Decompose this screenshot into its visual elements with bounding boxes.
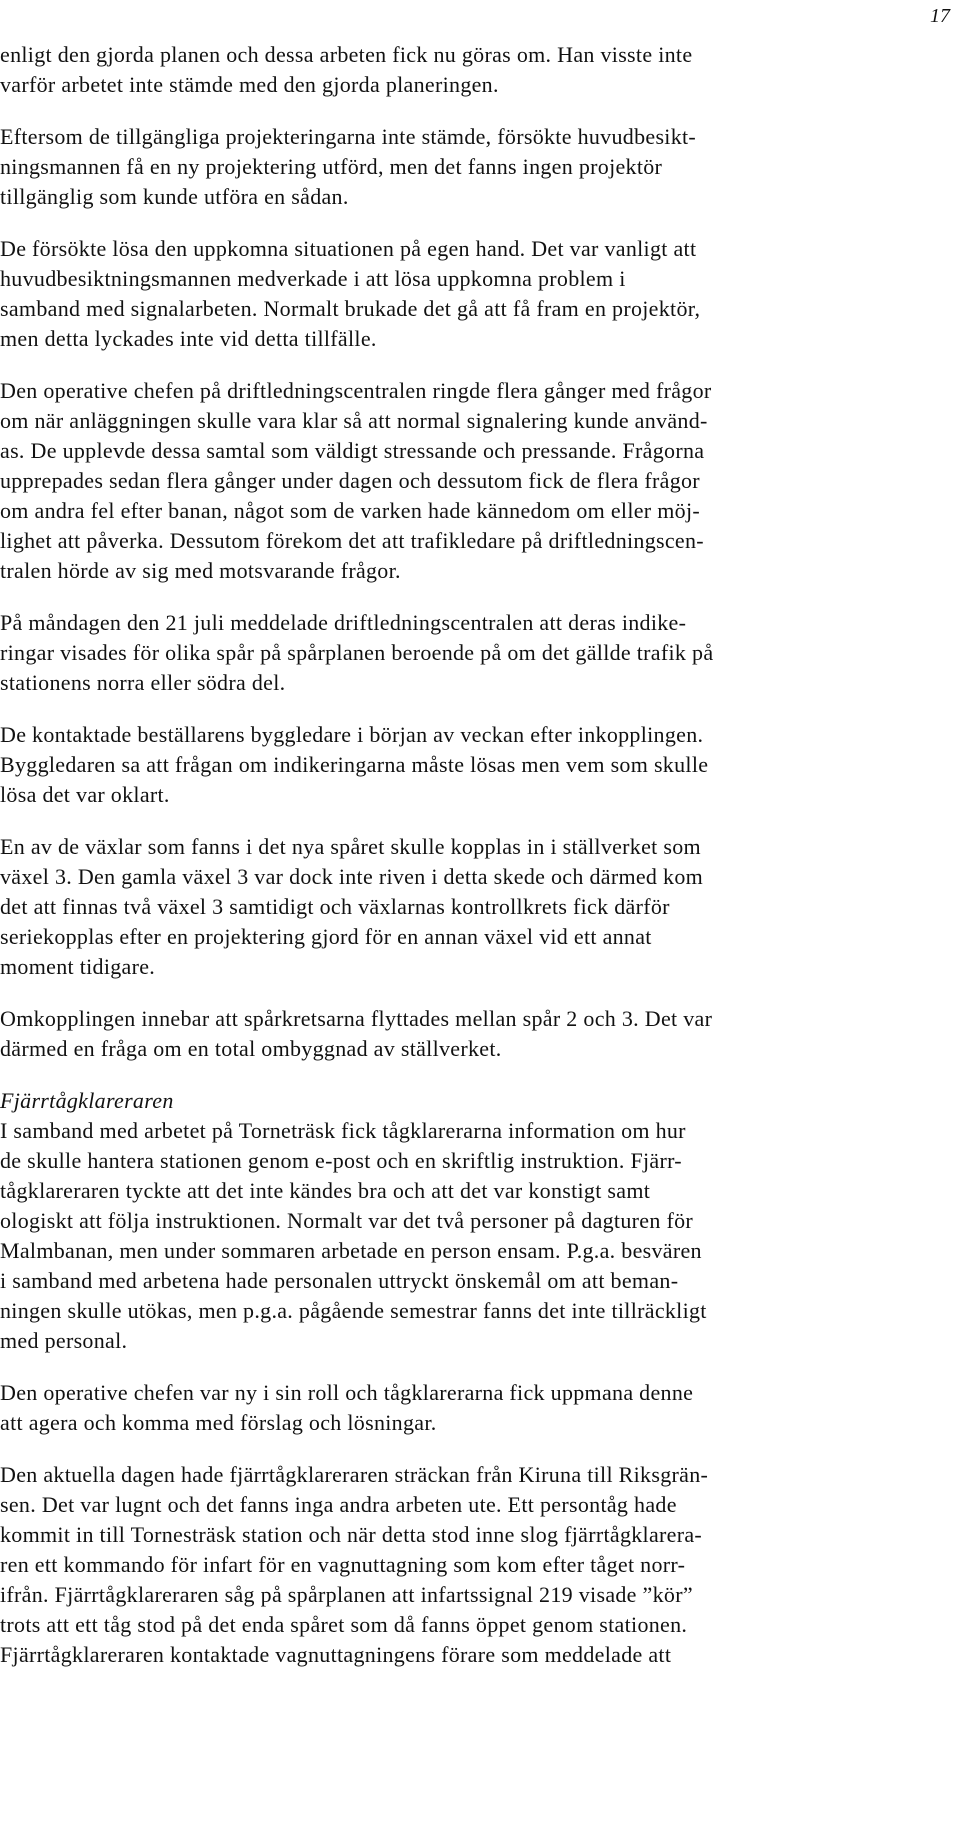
section-heading: Fjärrtågklareraren [0,1088,174,1113]
section-fjarrtagklareraren [0,1086,950,1670]
text-line: ningsmannen få en ny projektering utförd, men det fanns ingen projektör [0,154,663,179]
text-line: ringar visades för olika spår på spårplanen beroende på om det gällde trafik på [0,640,714,665]
page-number: 17 [930,5,950,27]
text-line: ren ett kommando för infart för en vagnuttagning som kom efter tåget norr- [0,1552,686,1577]
paragraph [0,1460,950,1670]
text-line: Fjärrtågklareraren kontaktade vagnuttagningens förare som meddelade att [0,1642,672,1667]
document-body [0,40,950,1670]
text-line: ologiskt att följa instruktionen. Normalt var det två personer på dagturen för [0,1208,693,1233]
text-line: På måndagen den 21 juli meddelade driftledningscentralen att deras indike- [0,610,687,635]
text-line: växel 3. Den gamla växel 3 var dock inte riven i detta skede och därmed kom [0,864,704,889]
text-line: moment tidigare. [0,954,156,979]
text-line: det att finnas två växel 3 samtidigt och växlarnas kontrollkrets fick därför [0,894,670,919]
text-line: Malmbanan, men under sommaren arbetade en person ensam. P.g.a. besvären [0,1238,702,1263]
text-line: I samband med arbetet på Torneträsk fick tågklarerarna information om hur [0,1118,686,1143]
text-line: upprepades sedan flera gånger under dagen och dessutom fick de flera frågor [0,468,700,493]
paragraph [0,40,950,100]
text-line: huvudbesiktningsmannen medverkade i att lösa uppkomna problem i [0,266,626,291]
text-line: De kontaktade beställarens byggledare i början av veckan efter inkopplingen. [0,722,704,747]
text-line: ifrån. Fjärrtågklareraren såg på spårplanen att infartssignal 219 visade ”kör” [0,1582,693,1607]
paragraph [0,720,950,810]
paragraph [0,376,950,586]
text-line: Den aktuella dagen hade fjärrtågklareraren sträckan från Kiruna till Riksgrän- [0,1462,709,1487]
text-line: om andra fel efter banan, något som de varken hade kännedom om eller möj- [0,498,700,523]
text-line: lighet att påverka. Dessutom förekom det att trafikledare på driftledningscen- [0,528,704,553]
text-line: tågklareraren tyckte att det inte kändes bra och att det var konstigt samt [0,1178,651,1203]
text-line: i samband med arbetena hade personalen uttryckt önskemål om att beman- [0,1268,679,1293]
text-line: enligt den gjorda planen och dessa arbeten fick nu göras om. Han visste inte [0,42,693,67]
paragraph [0,1004,950,1064]
text-line: därmed en fråga om en total ombyggnad av ställverket. [0,1036,502,1061]
text-line: De försökte lösa den uppkomna situationen på egen hand. Det var vanligt att [0,236,697,261]
text-line: kommit in till Tornesträsk station och när detta stod inne slog fjärrtågklarera- [0,1522,703,1547]
text-line: as. De upplevde dessa samtal som väldigt stressande och pressande. Frågorna [0,438,705,463]
paragraph-list [0,40,950,1064]
text-line: En av de växlar som fanns i det nya spåret skulle kopplas in i ställverket som [0,834,701,859]
text-line: stationens norra eller södra del. [0,670,286,695]
text-line: Omkopplingen innebar att spårkretsarna flyttades mellan spår 2 och 3. Det var [0,1006,713,1031]
paragraph [0,1378,950,1438]
paragraph [0,832,950,982]
text-line: Den operative chefen var ny i sin roll och tågklarerarna fick uppmana denne [0,1380,694,1405]
text-line: varför arbetet inte stämde med den gjorda planeringen. [0,72,499,97]
text-line: lösa det var oklart. [0,782,170,807]
text-line: med personal. [0,1328,128,1353]
text-line: sen. Det var lugnt och det fanns inga andra arbeten ute. Ett persontåg hade [0,1492,677,1517]
text-line: trots att ett tåg stod på det enda spåret som då fanns öppet genom stationen. [0,1612,688,1637]
text-line: de skulle hantera stationen genom e-post och en skriftlig instruktion. Fjärr- [0,1148,682,1173]
text-line: tillgänglig som kunde utföra en sådan. [0,184,349,209]
paragraph [0,1116,950,1356]
text-line: Den operative chefen på driftledningscentralen ringde flera gånger med frågor [0,378,712,403]
paragraph [0,122,950,212]
text-line: men detta lyckades inte vid detta tillfälle. [0,326,377,351]
paragraph [0,234,950,354]
text-line: Eftersom de tillgängliga projekteringarna inte stämde, försökte huvudbesikt- [0,124,697,149]
section-paragraph-list [0,1116,950,1670]
text-line: seriekopplas efter en projektering gjord för en annan växel vid ett annat [0,924,652,949]
text-line: om när anläggningen skulle vara klar så att normal signalering kunde använd- [0,408,708,433]
text-line: samband med signalarbeten. Normalt brukade det gå att få fram en projektör, [0,296,701,321]
paragraph [0,608,950,698]
text-line: tralen hörde av sig med motsvarande frågor. [0,558,401,583]
text-line: att agera och komma med förslag och lösningar. [0,1410,437,1435]
text-line: ningen skulle utökas, men p.g.a. pågående semestrar fanns det inte tillräckligt [0,1298,707,1323]
text-line: Byggledaren sa att frågan om indikeringarna måste lösas men vem som skulle [0,752,709,777]
